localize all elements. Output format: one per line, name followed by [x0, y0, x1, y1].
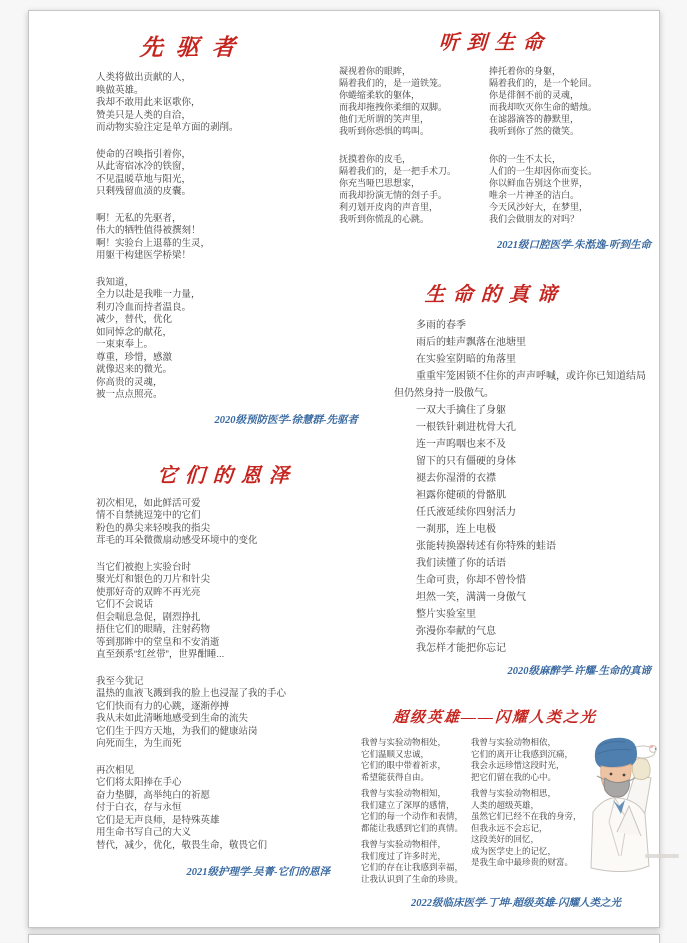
- poem-body-their-grace: [96, 498, 358, 853]
- poem-line: 它们快而有力的心跳，逐渐停搏: [96, 700, 230, 712]
- poem-line: 把它们留在我的心中。: [471, 771, 557, 782]
- poem-line: 我们会做朋友的对吗？: [489, 214, 580, 224]
- poem-line: 粉色的鼻尖来轻嗅我的指尖: [96, 522, 211, 534]
- poem-line: 我们建立了深厚的感情，: [361, 799, 455, 810]
- stanza: [96, 149, 358, 199]
- poem-line: 用躯干构建医学桥梁！: [96, 250, 192, 261]
- poem-line: 啊！实验台上退幕的生灵，: [96, 237, 211, 249]
- poem-line: 茸毛的耳朵微微扇动感受环境中的变化: [96, 535, 258, 546]
- poem-line: 就像迟来的微光。: [96, 364, 173, 375]
- poem-line: 它们的存在让我感到幸福，: [361, 862, 464, 872]
- stanza: [361, 839, 471, 885]
- poem-line: 我们度过了许多时光，: [361, 850, 447, 861]
- illustration-watermark: [645, 854, 679, 858]
- poem-line: 捂住它们的眼睛，注射药物: [96, 624, 211, 635]
- poem-title-hear-life: 听到生命: [438, 32, 552, 54]
- stanza: [96, 562, 358, 662]
- poem-line: 它们的每一个动作和表情，: [361, 811, 464, 821]
- poem-line: 唯余一片神圣的洁白。: [489, 190, 580, 200]
- poem-line: 一根铁针刺进枕骨大孔: [416, 422, 516, 433]
- poem-line: 从此寄宿冰冷的铁窗，: [96, 161, 192, 172]
- poem-hear-life: [339, 26, 651, 252]
- poem-line: 我听到你慌乱的心跳。: [339, 214, 430, 224]
- poem-line: 等到那眸中的堂皇和不安消逝: [96, 636, 220, 648]
- poem-title-pioneer: 先驱者: [139, 35, 249, 60]
- poem-line: 重重牢笼困锁不住你的声声呼喊，或许你已知道结局但仍然身持一股傲气。: [394, 371, 646, 399]
- poem-line: 我听到你了然的微笑。: [489, 126, 580, 136]
- verse-column-left: [361, 737, 471, 885]
- poem-line: 伟大的牺牲值得被撰刻！: [96, 225, 201, 236]
- poem-title-truth-of-life: 生命的真谛: [424, 284, 566, 306]
- poetry-page: [28, 10, 660, 928]
- poem-line: 当它们被抱上实验台时: [96, 561, 192, 573]
- poem-attribution-hear-life: 2021级口腔医学-朱湉逸-听到生命: [497, 240, 651, 251]
- poem-line: 我从未如此清晰地感受到生命的流失: [96, 713, 249, 724]
- poem-line: 我曾与实验动物相处，: [361, 737, 447, 747]
- scientist-holding-mouse-illustration: [579, 736, 671, 908]
- poem-line: 我却不敢用此来讴歌你，: [96, 97, 201, 108]
- poem-line: 多雨的春季: [416, 320, 466, 331]
- poem-line: 直至颈系“红丝带”，世界酣睡...: [96, 649, 225, 660]
- poem-line: 但我永远不会忘记，: [471, 822, 548, 833]
- verse-column-right: [489, 65, 651, 225]
- poem-line: 使那好奇的双眸不再光亮: [96, 586, 201, 598]
- poem-line: 它们不会说话: [96, 599, 154, 610]
- poem-line: 隔着我们的，是一道铁笼。: [339, 78, 448, 88]
- stanza: [489, 153, 651, 225]
- stanza: [361, 788, 471, 834]
- poem-line: 你蜷缩柔软的躯体，: [339, 90, 421, 100]
- stanza: [96, 72, 358, 135]
- stanza: [394, 317, 650, 657]
- poem-line: 它们的眼中带着祈求，: [361, 760, 447, 770]
- stanza: [339, 153, 489, 225]
- poem-line: 人们的一生却因你而变长。: [489, 166, 598, 176]
- poem-line: 人类的超级英雄，: [471, 799, 540, 810]
- poem-line: 我曾与实验动物相依，: [471, 737, 557, 747]
- stanza: [489, 65, 651, 137]
- poem-line: 但会喘息急促，剧烈挣扎: [96, 611, 201, 623]
- poem-line: 你高贵的灵魂，: [96, 376, 163, 388]
- poem-body-pioneer: [96, 72, 358, 402]
- poem-body-truth-of-life: [394, 317, 650, 657]
- poem-line: 我至今犹记: [96, 675, 144, 687]
- poem-line: 不见温暖草地与阳光，: [96, 173, 192, 185]
- poem-line: 都能让我感到它们的真情。: [361, 822, 464, 833]
- poem-line: 如同悼念的献花，: [96, 326, 173, 338]
- poem-line: 温热的血液飞溅到我的脸上也浸湿了我的手心: [96, 688, 287, 699]
- poem-line: 连一声呜咽也来不及: [416, 439, 506, 450]
- poem-line: 成为医学史上的记忆，: [471, 845, 557, 856]
- poem-line: 赞美只是人类的自洽，: [96, 109, 192, 121]
- poem-line: 凝视着你的眼眸，: [339, 66, 412, 76]
- poem-line: 你以鲜血告别这个世界，: [489, 178, 589, 188]
- poem-line: 我知道，: [96, 276, 135, 288]
- poem-line: 我曾与实验动物相伴，: [361, 839, 447, 849]
- poem-line: 希望能获得自由。: [361, 771, 430, 782]
- poem-attribution-truth-of-life: 2020级麻醉学-许耀-生命的真谛: [507, 666, 651, 677]
- poem-line: 向死而生，为生而死: [96, 738, 182, 749]
- poem-title-their-grace: 它们的恩泽: [156, 464, 298, 487]
- poem-line: 利刃冷血而持者温良。: [96, 301, 192, 313]
- poem-line: 这段美好的回忆，: [471, 834, 540, 844]
- stanza: [96, 765, 358, 853]
- poem-line: 人类将做出贡献的人，: [96, 72, 192, 83]
- poem-line: 抚摸着你的皮毛，: [339, 154, 412, 164]
- poem-line: 是我生命中最珍贵的财富。: [471, 857, 574, 867]
- poem-truth-of-life: [339, 278, 651, 678]
- poem-line: 雨后的蛙声飘落在池塘里: [416, 337, 526, 348]
- stanza: [96, 277, 358, 402]
- poem-line: 我曾与实验动物相知，: [361, 788, 447, 798]
- poem-line: 我曾与实验动物相思，: [471, 788, 557, 798]
- poem-line: 它们的离开让我感到沉痛，: [471, 748, 574, 759]
- poem-line: 张能转换器转述有你特殊的蛙语: [416, 541, 556, 552]
- poem-line: 我听到你恐惧的鸣叫。: [339, 126, 430, 136]
- poem-title-super-hero: 超级英雄——闪耀人类之光: [392, 710, 598, 726]
- poem-line: 利刃划开皮肉的声音里，: [339, 202, 439, 212]
- left-column: [96, 29, 358, 879]
- poem-line: 袒露你健硕的骨骼肌: [416, 490, 506, 501]
- stanza: [361, 737, 471, 783]
- poem-pioneer: [96, 29, 358, 427]
- poem-line: 使命的召唤指引着你，: [96, 148, 192, 160]
- poem-line: 隔着我们的，是一把手术刀。: [339, 166, 457, 176]
- poem-line: 被一点点照亮。: [96, 389, 163, 400]
- poem-line: 让我认识到了生命的珍贵。: [361, 873, 464, 884]
- poem-line: 只剩残留血渍的皮囊。: [96, 186, 192, 197]
- poem-line: 任氏液延续你四射活力: [416, 507, 516, 518]
- stanza: [96, 498, 358, 548]
- poem-line: 它们温顺又忠诚，: [361, 748, 430, 759]
- poem-line: 它们将太阳捧在手心: [96, 777, 182, 788]
- poem-line: 生命可贵，你却不曾怜惜: [416, 575, 526, 586]
- verse-column-left: [339, 65, 489, 225]
- poem-line: 减少，替代，优化: [96, 314, 173, 325]
- poem-line: 情不自禁挑逗笼中的它们: [96, 510, 201, 521]
- poem-line: 啊！无私的先驱者，: [96, 212, 182, 224]
- poem-line: 一束束奉上。: [96, 339, 154, 350]
- poem-line: 虽然它们已经不在我的身旁，: [471, 811, 582, 821]
- poem-line: 尊重，珍惜，感激: [96, 351, 173, 363]
- poem-line: 弥漫你奉献的气息: [416, 626, 496, 637]
- right-column: [339, 26, 651, 910]
- poem-line: 在实验室阴暗的角落里: [416, 354, 516, 365]
- poem-line: 隔着我们的，是一个轮回。: [489, 78, 598, 88]
- poem-line: 而我却扮演无情的刽子手。: [339, 190, 448, 200]
- stanza: [96, 213, 358, 263]
- poem-line: 我们读懂了你的话语: [416, 558, 506, 569]
- poem-line: 你是徘徊不前的灵魂，: [489, 90, 580, 100]
- poem-line: 奋力垫脚，高举纯白的祈愿: [96, 789, 211, 801]
- poem-line: 留下的只有僵硬的身体: [416, 456, 516, 467]
- poem-body-hear-life: [339, 65, 651, 225]
- poem-line: 唤做英雄。: [96, 84, 144, 96]
- poem-line: 在滤器滴答的静默里，: [489, 114, 580, 124]
- poem-line: 它们生于四方天地，为我们的健康站岗: [96, 725, 258, 737]
- poem-line: 你充当哑巴思想家，: [339, 178, 421, 188]
- poem-line: 捧托着你的身躯，: [489, 66, 562, 76]
- stanza: [339, 65, 489, 137]
- poem-line: 一刹那，连上电极: [416, 524, 496, 535]
- poem-line: 整片实验室里: [416, 609, 476, 620]
- poem-line: 一双大手擒住了身躯: [416, 405, 506, 416]
- poem-line: 而我却拖拽你柔细的双脚。: [339, 102, 448, 112]
- poem-line: 替代，减少，优化，敬畏生命，敬畏它们: [96, 839, 268, 851]
- poem-line: 用生命书写自己的大义: [96, 827, 192, 838]
- poem-attribution-pioneer: 2020级预防医学-徐慧群-先驱者: [214, 414, 358, 426]
- poem-attribution-their-grace: 2021级护理学-吴菁-它们的恩泽: [186, 867, 330, 878]
- stanza: [96, 676, 358, 751]
- poem-their-grace: [96, 459, 358, 880]
- poem-line: 今天风沙好大，在梦里，: [489, 202, 589, 212]
- poem-line: 他们无所谓的笑声里，: [339, 114, 430, 124]
- poem-line: 而动物实验注定是单方面的剥削。: [96, 122, 239, 133]
- poem-super-hero: [339, 706, 651, 910]
- poem-line: 褪去你湿滑的衣襟: [416, 473, 496, 484]
- poem-line: 全力以赴是我唯一力量，: [96, 289, 201, 300]
- poem-line: 我会永远珍惜这段时光，: [471, 760, 565, 770]
- poem-line: 而我却吹灭你生命的蜡烛。: [489, 102, 598, 112]
- poem-line: 付于白衣，存与永恒: [96, 802, 182, 813]
- poem-line: 初次相见，如此鲜活可爱: [96, 497, 201, 509]
- poem-line: 它们是无声良师，是特殊英雄: [96, 814, 220, 826]
- poem-line: 再次相见: [96, 764, 135, 776]
- poem-line: 聚光灯和银色的刀片和针尖: [96, 574, 211, 585]
- poem-line: 坦然一笑，满满一身傲气: [416, 592, 526, 603]
- poem-line: 你的一生不太长，: [489, 154, 562, 164]
- poem-line: 我怎样才能把你忘记: [416, 643, 506, 654]
- poem-attribution-super-hero: 2022级临床医学-丁坤-超级英雄-闪耀人类之光: [411, 898, 621, 909]
